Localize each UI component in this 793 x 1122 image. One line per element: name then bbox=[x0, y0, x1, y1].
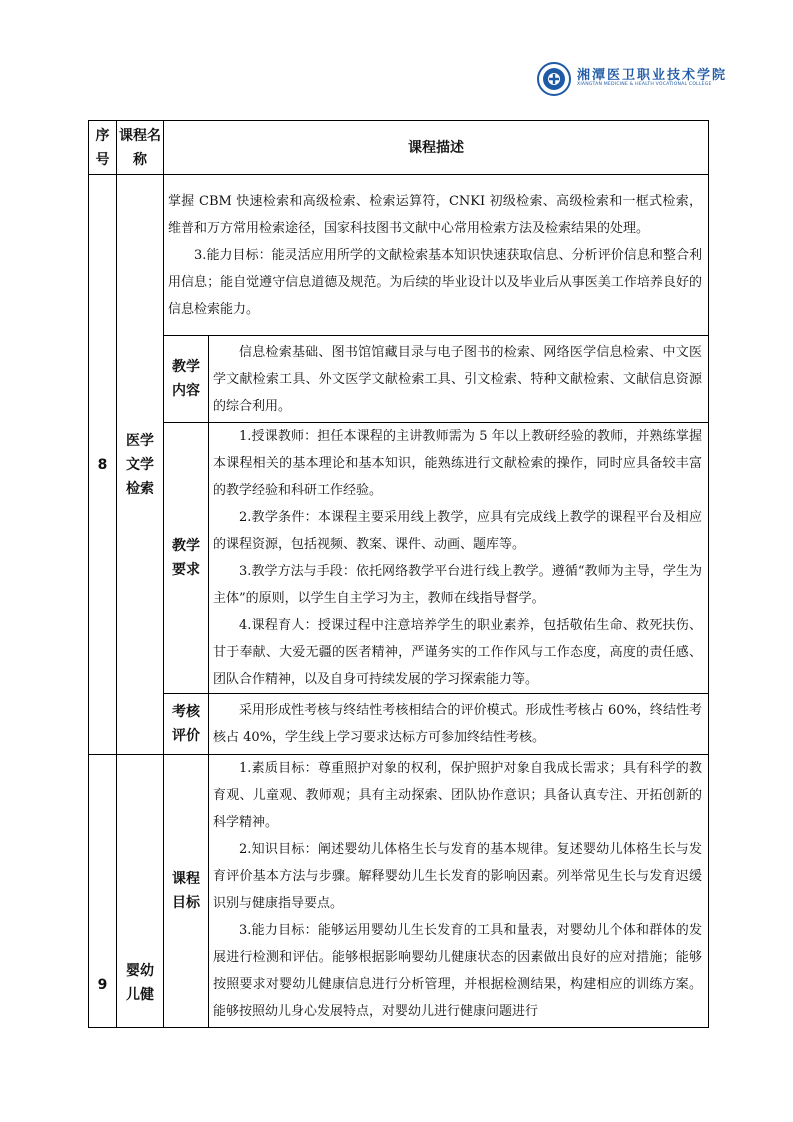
table-row bbox=[89, 755, 709, 1028]
paragraph: 掌握 CBM 快速检索和高级检索、检索运算符，CNKI 初级检索、高级检索和一框式检索，维普和万方常用检索途径，国家科技图书文献中心常用检索方法及检索结果的处理。 bbox=[168, 193, 702, 236]
school-seal-icon bbox=[537, 62, 571, 96]
paragraph: 采用形成性考核与终结性考核相结合的评价模式。形成性考核占 60%，终结性考核占 40%，学生线上学习要求达标方可参加终结性考核。 bbox=[213, 703, 702, 745]
course-name-text: 医学文学检索 bbox=[126, 432, 154, 497]
section-text bbox=[209, 694, 709, 755]
header-course-name: 课程名称 bbox=[117, 121, 164, 175]
section-label-text: 教学要求 bbox=[172, 538, 200, 578]
row-seq: 8 bbox=[89, 175, 117, 755]
paragraph: 1.授课教师：担任本课程的主讲教师需为 5 年以上教研经验的教师，并熟练掌握本课程相关的基本理论和基本知识，能熟练进行文献检索的操作，同时应具备较丰富的教学经验和科研工作经验。 bbox=[213, 429, 702, 498]
paragraph: 2.教学条件：本课程主要采用线上教学，应具有完成线上教学的课程平台及相应的课程资源，包括视频、教案、课件、动画、题库等。 bbox=[213, 510, 702, 552]
header-seq: 序号 bbox=[89, 121, 117, 175]
row-course-name bbox=[117, 755, 164, 1028]
table-row bbox=[89, 694, 709, 755]
section-label-text: 考核评价 bbox=[172, 704, 200, 744]
paragraph: 3.能力目标：能灵活应用所学的文献检索基本知识快速获取信息、分析评价信息和整合利用信息；能自觉遵守信息道德及规范。为后续的毕业设计以及毕业后从事医美工作培养良好的信息检索能力。 bbox=[168, 247, 702, 317]
section-label bbox=[164, 336, 209, 423]
table-row bbox=[89, 336, 709, 423]
paragraph: 3.能力目标：能够运用婴幼儿生长发育的工具和量表，对婴幼儿个体和群体的发展进行检测和评估。能够根据影响婴幼儿健康状态的因素做出良好的应对措施；能够按照要求对婴幼儿健康信息进行分析管理，并根据检测结果，构建相应的训练方案。能够按照幼儿身心发展特点，对婴幼儿进行健康问题进行 bbox=[213, 923, 702, 1019]
school-name: 湘潭医卫职业技术学院 bbox=[577, 68, 728, 83]
paragraph: 4.课程育人：授课过程中注意培养学生的职业素养，包括敬佑生命、救死扶伤、甘于奉献、大爱无疆的医者精神，严谨务实的工作作风与工作态度，高度的责任感、团队合作精神，以及自身可持续发展的学习探索能力等。 bbox=[213, 618, 702, 687]
section-text bbox=[209, 755, 709, 1028]
table-header-row bbox=[89, 121, 709, 175]
school-name-en: XIANGTAN MEDICINE & HEALTH VOCATIONAL COLLEGE bbox=[577, 82, 712, 87]
section-label bbox=[164, 423, 209, 694]
paragraph: 信息检索基础、图书馆馆藏目录与电子图书的检索、网络医学信息检索、中文医学文献检索工具、外文医学文献检索工具、引文检索、特种文献检索、文献信息资源的综合利用。 bbox=[213, 344, 702, 414]
table-row bbox=[89, 423, 709, 694]
header-description: 课程描述 bbox=[164, 121, 709, 175]
paragraph: 2.知识目标：阐述婴幼儿体格生长与发育的基本规律。复述婴幼儿体格生长与发育评价基本方法与步骤。解释婴幼儿生长发育的影响因素。列举常见生长与发育迟缓识别与健康指导要点。 bbox=[213, 842, 702, 911]
section-label-text: 教学内容 bbox=[172, 359, 200, 399]
paragraph: 3.教学方法与手段：依托网络教学平台进行线上教学。遵循“教师为主导，学生为主体”的原则，以学生自主学习为主，教师在线指导督学。 bbox=[213, 564, 702, 606]
paragraph: 1.素质目标：尊重照护对象的权利，保护照护对象自我成长需求；具有科学的教育观、儿童观、教师观；具有主动探索、团队协作意识；具备认真专注、开拓创新的科学精神。 bbox=[213, 761, 702, 830]
section-label bbox=[164, 755, 209, 1028]
course-name-text: 婴幼儿健 bbox=[126, 963, 154, 1003]
section-text bbox=[209, 423, 709, 694]
section-text bbox=[164, 175, 709, 336]
table-row bbox=[89, 175, 709, 336]
course-table bbox=[88, 120, 709, 1028]
section-text bbox=[209, 336, 709, 423]
school-logo bbox=[537, 60, 728, 96]
row-seq: 9 bbox=[89, 755, 117, 1028]
section-label-text: 课程目标 bbox=[172, 871, 200, 911]
section-label bbox=[164, 694, 209, 755]
row-course-name bbox=[117, 175, 164, 755]
